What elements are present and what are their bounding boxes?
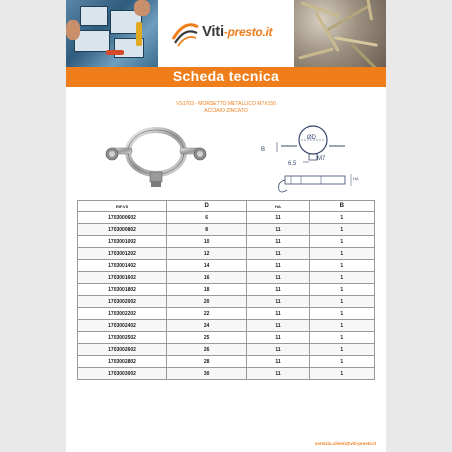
col-header-ha: HA <box>247 201 309 212</box>
ha-cell: 11 <box>247 332 309 344</box>
screws-photo <box>294 0 386 67</box>
table-row <box>78 212 375 224</box>
ref-cell: 1703001602 <box>78 272 167 284</box>
dimensions-table <box>77 200 375 380</box>
ha-cell: 11 <box>247 296 309 308</box>
ref-cell: 1703002402 <box>78 320 167 332</box>
b-cell: 1 <box>309 236 374 248</box>
table-row <box>78 236 375 248</box>
d-cell: 18 <box>167 284 247 296</box>
ha-cell: 11 <box>247 356 309 368</box>
d-cell: 6 <box>167 212 247 224</box>
d-cell: 10 <box>167 236 247 248</box>
table-row <box>78 368 375 380</box>
datasheet-page <box>66 0 386 452</box>
workshop-photo <box>66 0 158 67</box>
table-row <box>78 308 375 320</box>
d-cell: 8 <box>167 224 247 236</box>
table-row <box>78 272 375 284</box>
d-cell: 12 <box>167 248 247 260</box>
title-band <box>66 67 386 87</box>
ha-label: HA <box>353 176 359 181</box>
table-row <box>78 260 375 272</box>
ref-cell: 1703001802 <box>78 284 167 296</box>
ref-cell: 1703002202 <box>78 308 167 320</box>
ha-cell: 11 <box>247 248 309 260</box>
b-cell: 1 <box>309 224 374 236</box>
d-cell: 14 <box>167 260 247 272</box>
product-title-line2: ACCIAIO ZINCATO <box>204 108 248 114</box>
ref-cell: 1703001202 <box>78 248 167 260</box>
b-cell: 1 <box>309 368 374 380</box>
header <box>66 0 386 67</box>
table-row <box>78 248 375 260</box>
ha-cell: 11 <box>247 284 309 296</box>
ref-cell: 1703002802 <box>78 356 167 368</box>
ref-cell: 1703001402 <box>78 260 167 272</box>
ha-cell: 11 <box>247 368 309 380</box>
col-header-d: D <box>167 201 247 212</box>
brand-logo <box>170 17 290 47</box>
b-cell: 1 <box>309 248 374 260</box>
table-row <box>78 344 375 356</box>
b-cell: 1 <box>309 296 374 308</box>
ha-cell: 11 <box>247 344 309 356</box>
b-cell: 1 <box>309 332 374 344</box>
table-row <box>78 332 375 344</box>
m7-label: M7 <box>317 156 326 162</box>
size-label: 6.5 <box>288 161 297 167</box>
clamp-technical-drawing <box>251 118 371 168</box>
b-dimension-label: B <box>261 147 266 153</box>
customer-service-email[interactable]: servizio.clienti@viti-presto.it <box>314 441 376 446</box>
b-cell: 1 <box>309 308 374 320</box>
ref-cell: 1703002602 <box>78 344 167 356</box>
ha-cell: 11 <box>247 320 309 332</box>
ref-cell: 1703002502 <box>78 332 167 344</box>
brand-wordmark <box>202 23 272 40</box>
b-cell: 1 <box>309 212 374 224</box>
d-cell: 26 <box>167 344 247 356</box>
ha-cell: 11 <box>247 260 309 272</box>
bolt-technical-drawing <box>271 168 371 198</box>
ha-cell: 11 <box>247 236 309 248</box>
b-cell: 1 <box>309 272 374 284</box>
col-header-ref: RIF.VS <box>78 201 167 212</box>
b-cell: 1 <box>309 344 374 356</box>
col-header-b: B <box>309 201 374 212</box>
b-cell: 1 <box>309 284 374 296</box>
ha-cell: 11 <box>247 272 309 284</box>
d-cell: 25 <box>167 332 247 344</box>
table-row <box>78 296 375 308</box>
b-cell: 1 <box>309 320 374 332</box>
d-cell: 22 <box>167 308 247 320</box>
table-row <box>78 224 375 236</box>
diameter-label: ØD <box>307 135 316 141</box>
d-cell: 24 <box>167 320 247 332</box>
product-title-line1: VS1703 - MORSETTO METALLICO M7X150 <box>176 101 276 107</box>
brand-name: Viti <box>202 23 224 40</box>
b-cell: 1 <box>309 260 374 272</box>
table-header-row <box>78 201 375 212</box>
datasheet-title: Scheda tecnica <box>172 68 280 84</box>
d-cell: 30 <box>167 368 247 380</box>
d-cell: 16 <box>167 272 247 284</box>
clamp-product-image <box>96 118 216 190</box>
d-cell: 28 <box>167 356 247 368</box>
logo-arc-icon <box>170 17 200 47</box>
ha-cell: 11 <box>247 224 309 236</box>
brand-domain: -presto.it <box>223 25 273 39</box>
ref-cell: 1703001002 <box>78 236 167 248</box>
ha-cell: 11 <box>247 308 309 320</box>
table-row <box>78 320 375 332</box>
ref-cell: 1703002002 <box>78 296 167 308</box>
b-cell: 1 <box>309 356 374 368</box>
ref-cell: 1703003002 <box>78 368 167 380</box>
table-row <box>78 284 375 296</box>
product-title <box>66 101 386 115</box>
ha-cell: 11 <box>247 212 309 224</box>
ref-cell: 1703000602 <box>78 212 167 224</box>
table-row <box>78 356 375 368</box>
d-cell: 20 <box>167 296 247 308</box>
ref-cell: 1703000802 <box>78 224 167 236</box>
